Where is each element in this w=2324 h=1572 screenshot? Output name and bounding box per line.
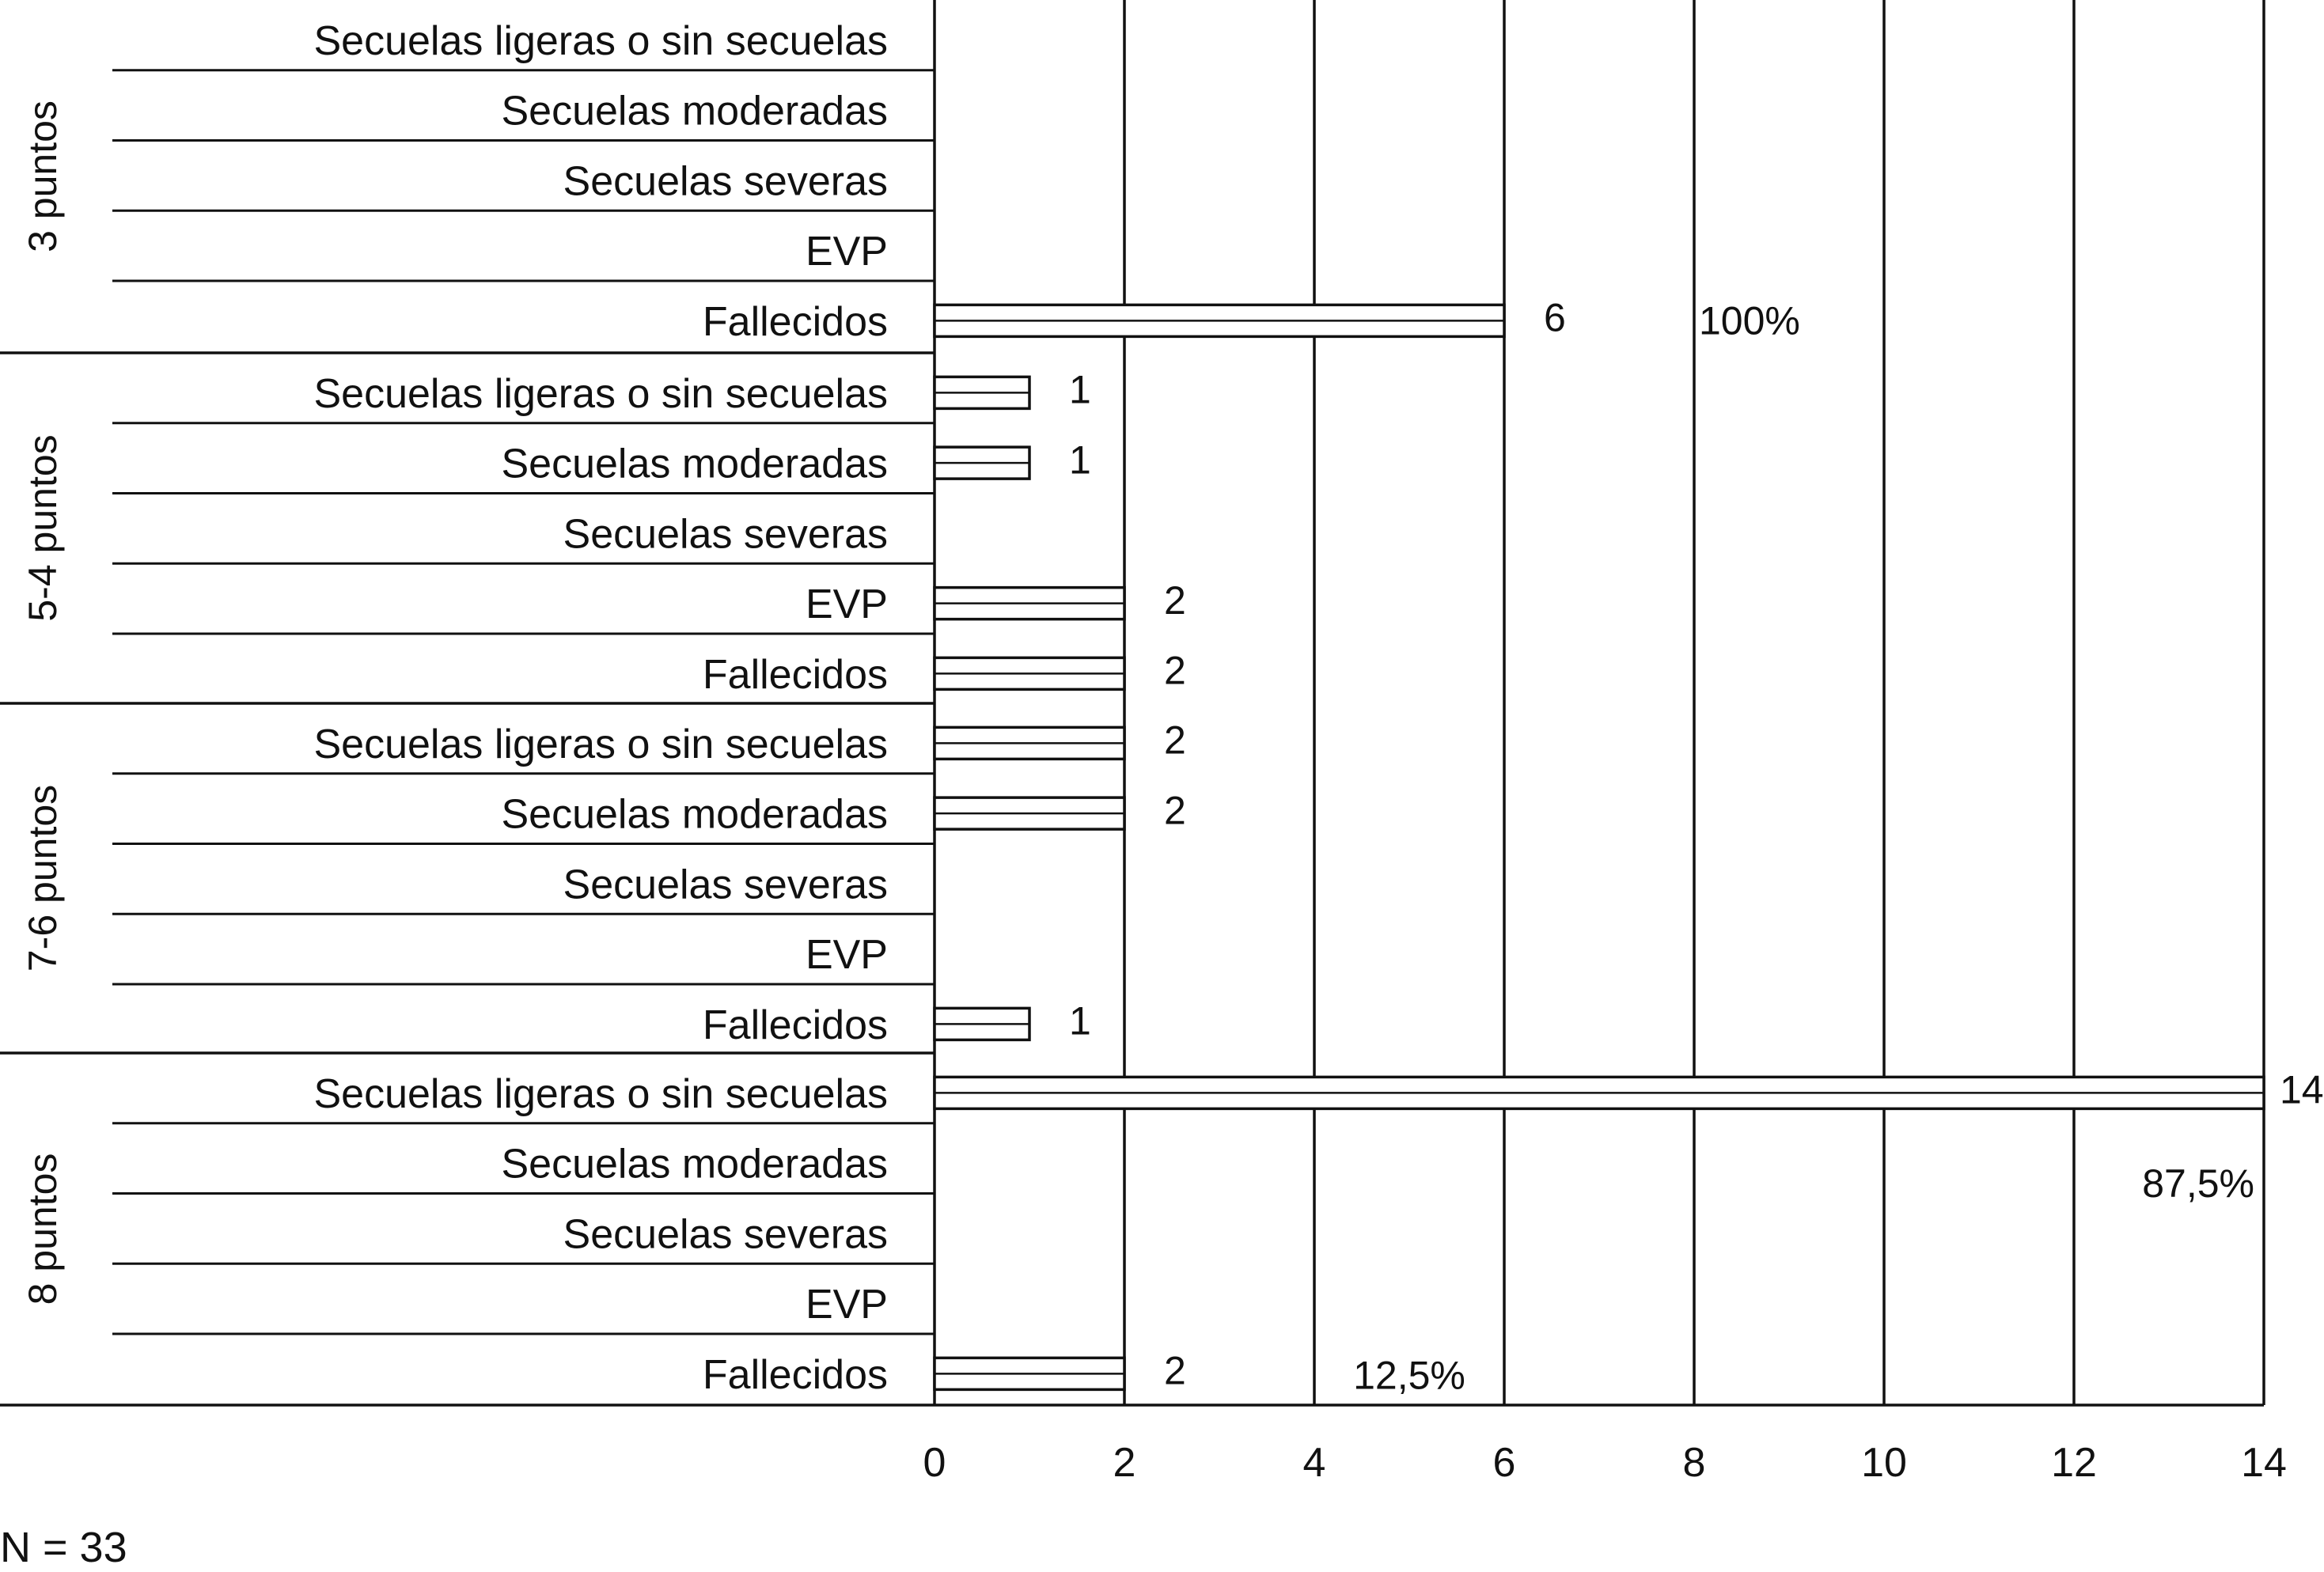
category-label: Secuelas moderadas [501, 791, 888, 838]
category-label: Secuelas moderadas [501, 441, 888, 487]
bars [935, 305, 2264, 1389]
category-label: Secuelas severas [563, 158, 888, 205]
category-label: Secuelas ligeras o sin secuelas [313, 721, 888, 767]
bar-value-label: 2 [1164, 718, 1186, 763]
x-tick-label: 0 [923, 1440, 946, 1486]
category-label: EVP [805, 229, 888, 275]
labels [0, 18, 2324, 1571]
category-label: Secuelas severas [563, 1211, 888, 1258]
category-label: EVP [805, 1282, 888, 1328]
x-tick-label: 14 [2241, 1440, 2287, 1486]
x-tick-label: 2 [1113, 1440, 1136, 1486]
group-label: 8 puntos [21, 1153, 66, 1305]
category-label: Fallecidos [702, 298, 888, 345]
bar-value-label: 2 [1164, 788, 1186, 833]
category-label: Fallecidos [702, 651, 888, 698]
category-label: Secuelas ligeras o sin secuelas [313, 1070, 888, 1117]
bar-value-label: 1 [1069, 438, 1091, 483]
x-tick-label: 6 [1492, 1440, 1516, 1486]
bar-value-label: 6 [1544, 295, 1566, 340]
group-label: 3 puntos [21, 100, 66, 252]
category-label: EVP [805, 581, 888, 627]
group-label: 5-4 puntos [21, 434, 66, 622]
category-label: Secuelas severas [563, 862, 888, 908]
percent-annotation: 100% [1699, 298, 1800, 343]
bar-value-label: 1 [1069, 998, 1091, 1044]
category-label: Fallecidos [702, 1002, 888, 1048]
sample-size-footnote: N = 33 [0, 1524, 127, 1571]
bar-value-label: 2 [1164, 1348, 1186, 1393]
category-label: Secuelas ligeras o sin secuelas [313, 17, 888, 64]
category-label: Secuelas ligeras o sin secuelas [313, 370, 888, 417]
category-label: Secuelas moderadas [501, 1141, 888, 1188]
bar-value-label: 2 [1164, 578, 1186, 623]
percent-annotation: 87,5% [2142, 1161, 2254, 1206]
x-tick-label: 10 [1861, 1440, 1907, 1486]
x-tick-label: 12 [2051, 1440, 2097, 1486]
grid-lines [1124, 0, 2264, 1405]
x-tick-label: 8 [1682, 1440, 1706, 1486]
category-label: Fallecidos [702, 1351, 888, 1398]
category-label: Secuelas moderadas [501, 88, 888, 134]
group-label: 7-6 puntos [21, 784, 66, 972]
percent-annotation: 12,5% [1353, 1353, 1465, 1398]
category-label: Secuelas severas [563, 511, 888, 558]
bar-value-label: 2 [1164, 648, 1186, 693]
category-label: EVP [805, 932, 888, 978]
x-tick-label: 4 [1302, 1440, 1326, 1486]
bar-value-label: 14 [2280, 1067, 2324, 1112]
bar-value-label: 1 [1069, 367, 1091, 412]
